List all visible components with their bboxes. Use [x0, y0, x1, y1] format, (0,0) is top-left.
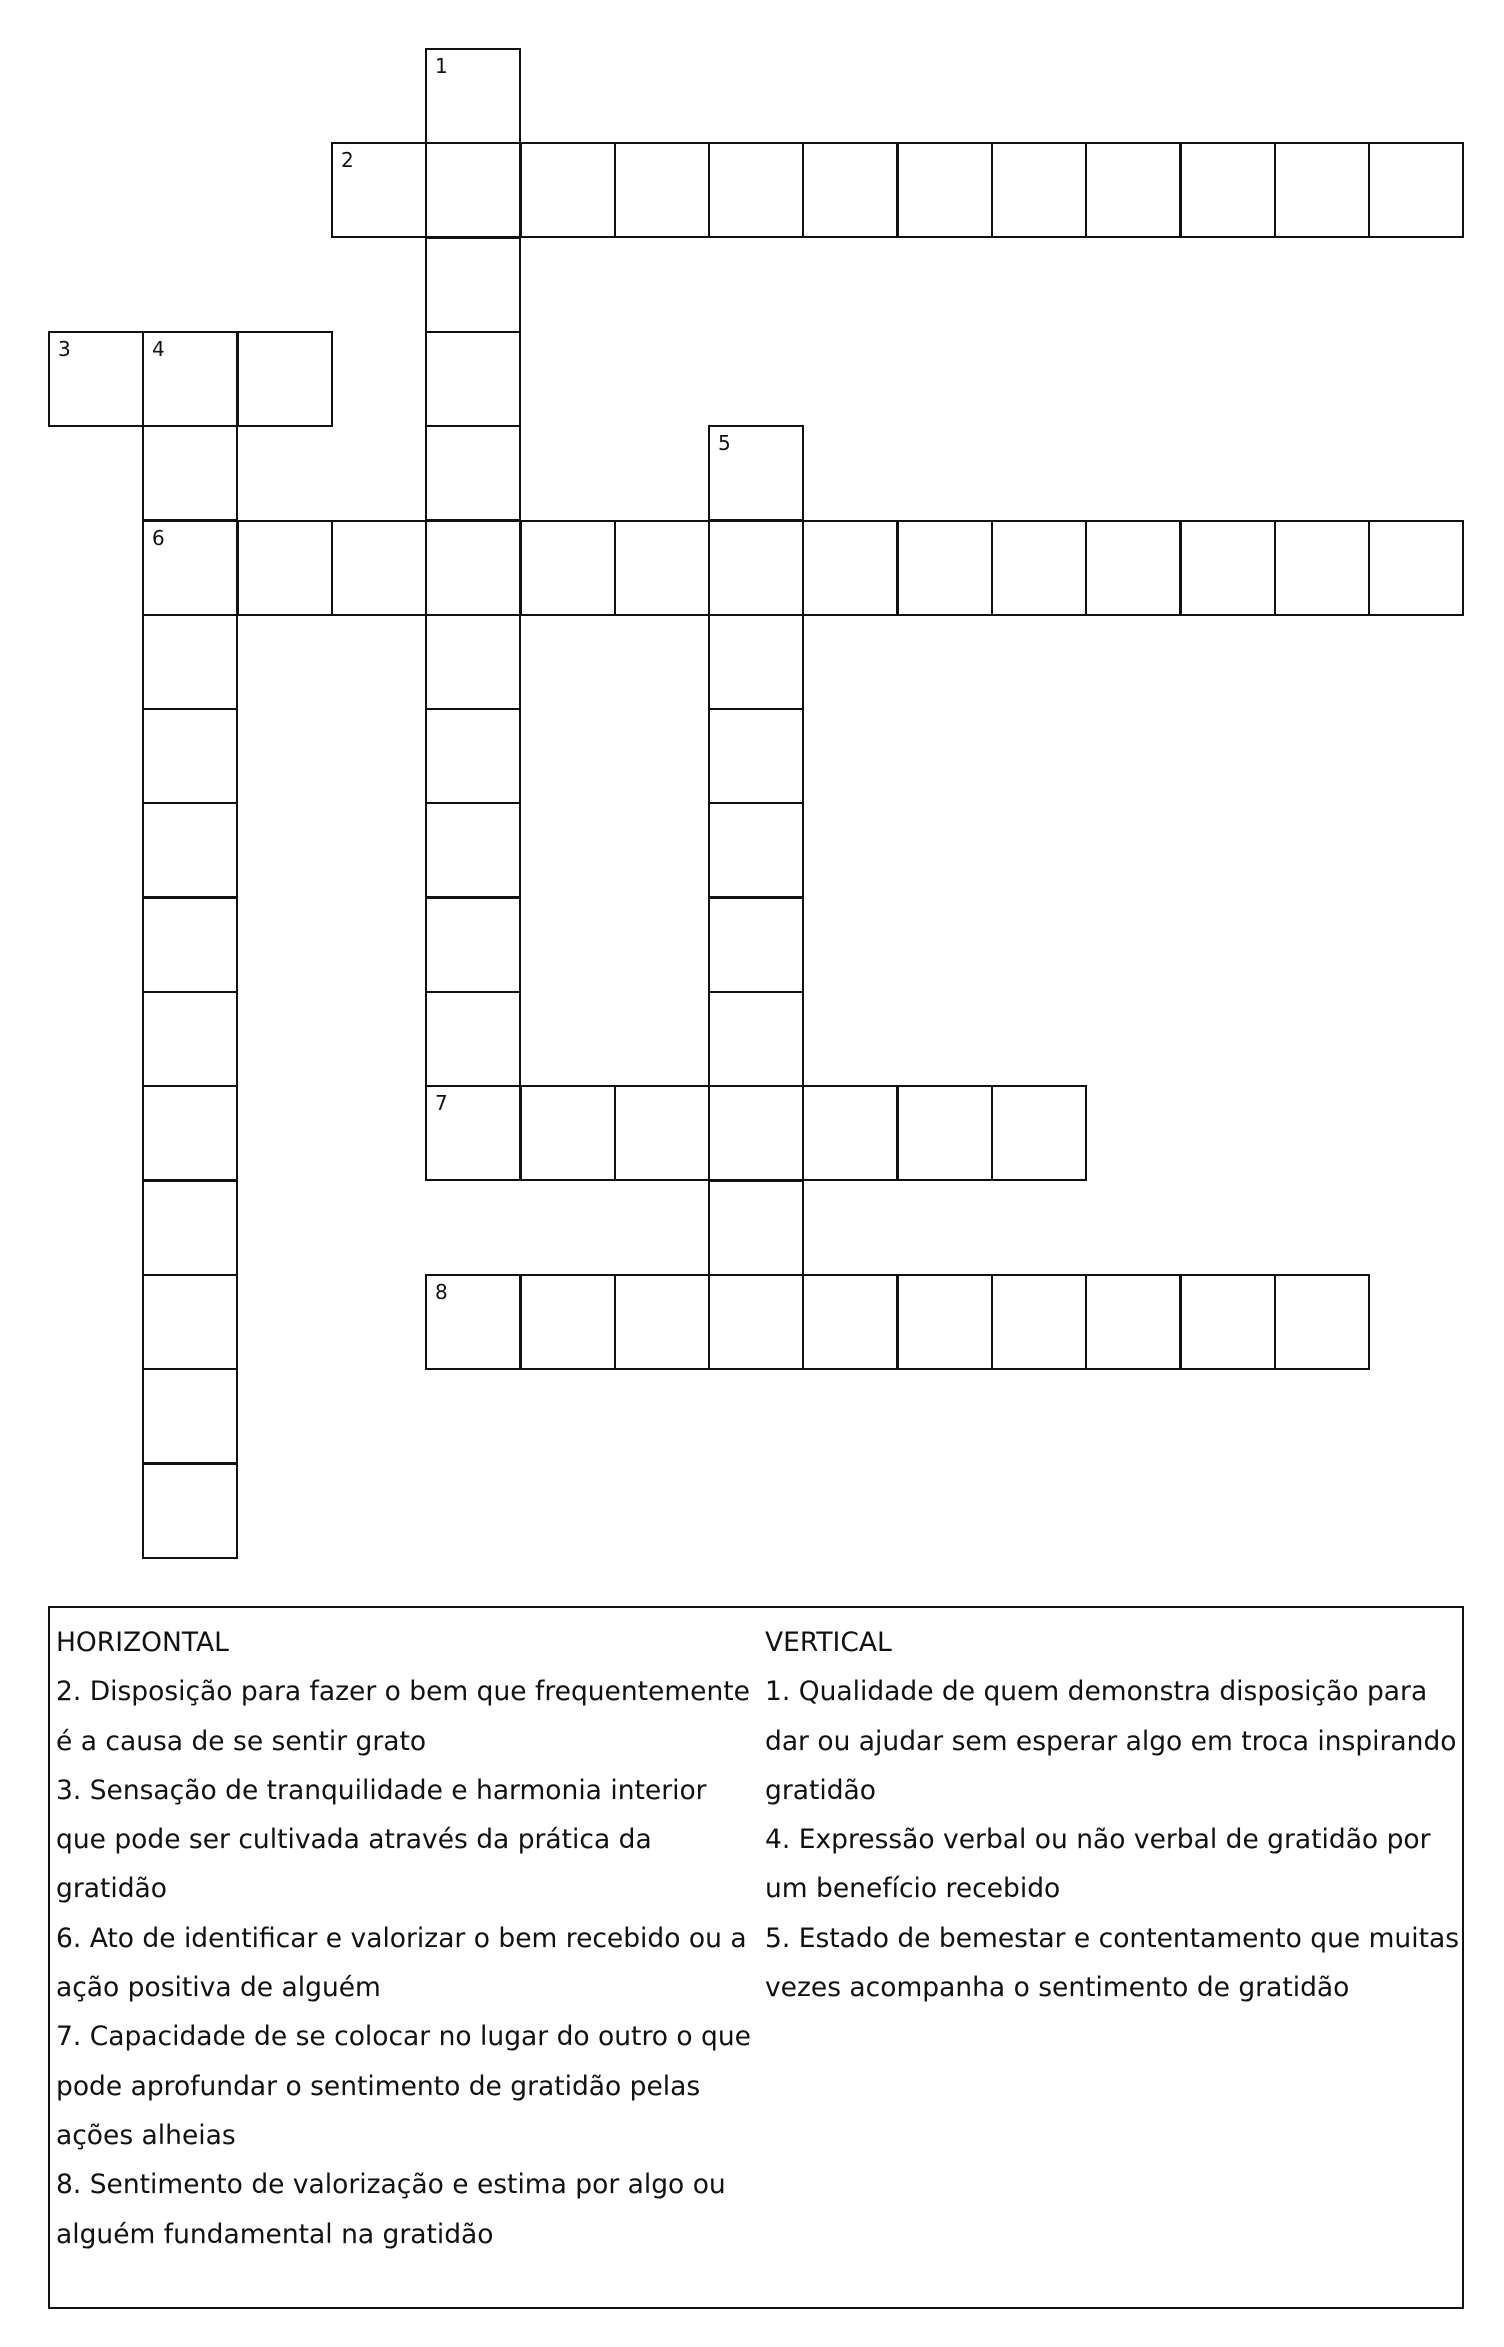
grid-cell[interactable]	[1085, 142, 1181, 238]
grid-cell[interactable]	[425, 331, 521, 427]
clue-number: 8	[435, 1280, 448, 1304]
grid-cell[interactable]	[425, 48, 521, 144]
clue-number: 7	[435, 1091, 448, 1115]
grid-cell[interactable]	[1274, 520, 1370, 616]
grid-cell[interactable]	[142, 991, 238, 1087]
grid-cell[interactable]	[425, 897, 521, 993]
grid-cell[interactable]	[425, 802, 521, 898]
grid-cell[interactable]	[142, 1085, 238, 1181]
grid-cell[interactable]	[237, 520, 333, 616]
clue-vertical-5: 5. Estado de bemestar e contentamento que muitas vezes acompanha o sentimento de gratidão	[765, 1922, 1460, 2004]
grid-cell[interactable]	[425, 425, 521, 521]
grid-cell[interactable]	[142, 331, 238, 427]
grid-cell[interactable]	[142, 520, 238, 616]
clue-number: 6	[152, 526, 165, 550]
grid-cell[interactable]	[991, 520, 1087, 616]
grid-cell[interactable]	[1368, 520, 1464, 616]
grid-cell[interactable]	[520, 142, 616, 238]
grid-cell[interactable]	[425, 237, 521, 333]
vertical-heading: VERTICAL	[765, 1627, 892, 1658]
grid-cell[interactable]	[142, 802, 238, 898]
clues-panel	[48, 1606, 1464, 2309]
grid-cell[interactable]	[425, 1085, 521, 1181]
grid-cell[interactable]	[708, 1085, 804, 1181]
grid-cell[interactable]	[425, 520, 521, 616]
grid-cell[interactable]	[48, 331, 144, 427]
grid-cell[interactable]	[897, 1085, 993, 1181]
grid-cell[interactable]	[897, 142, 993, 238]
grid-cell[interactable]	[142, 425, 238, 521]
clue-number: 1	[435, 54, 448, 78]
grid-cell[interactable]	[1085, 1274, 1181, 1370]
grid-cell[interactable]	[142, 1180, 238, 1276]
vertical-clues	[765, 1618, 1465, 2012]
clue-number: 4	[152, 337, 165, 361]
grid-cell[interactable]	[802, 1274, 898, 1370]
grid-cell[interactable]	[708, 991, 804, 1087]
grid-cell[interactable]	[425, 991, 521, 1087]
grid-cell[interactable]	[991, 142, 1087, 238]
grid-cell[interactable]	[1274, 142, 1370, 238]
grid-cell[interactable]	[614, 520, 710, 616]
grid-cell[interactable]	[991, 1085, 1087, 1181]
grid-cell[interactable]	[708, 1274, 804, 1370]
grid-cell[interactable]	[425, 614, 521, 710]
horizontal-heading: HORIZONTAL	[56, 1627, 229, 1658]
grid-cell[interactable]	[897, 1274, 993, 1370]
grid-cell[interactable]	[1085, 520, 1181, 616]
clue-number: 2	[341, 148, 354, 172]
grid-cell[interactable]	[142, 897, 238, 993]
grid-cell[interactable]	[991, 1274, 1087, 1370]
grid-cell[interactable]	[142, 1274, 238, 1370]
grid-cell[interactable]	[237, 331, 333, 427]
grid-cell[interactable]	[1180, 142, 1276, 238]
grid-cell[interactable]	[142, 614, 238, 710]
clue-vertical-4: 4. Expressão verbal ou não verbal de gratidão por um benefício recebido	[765, 1824, 1431, 1905]
clue-number: 5	[718, 431, 731, 455]
grid-cell[interactable]	[331, 520, 427, 616]
clue-horizontal-3: 3. Sensação de tranquilidade e harmonia interior que pode ser cultivada através da prática da gratidão	[56, 1774, 707, 1905]
grid-cell[interactable]	[142, 1463, 238, 1559]
grid-cell[interactable]	[331, 142, 427, 238]
grid-cell[interactable]	[708, 614, 804, 710]
grid-cell[interactable]	[1274, 1274, 1370, 1370]
grid-cell[interactable]	[425, 1274, 521, 1370]
grid-cell[interactable]	[614, 142, 710, 238]
grid-cell[interactable]	[708, 802, 804, 898]
grid-cell[interactable]	[1180, 520, 1276, 616]
grid-cell[interactable]	[708, 1180, 804, 1276]
grid-cell[interactable]	[708, 520, 804, 616]
clue-horizontal-7: 7. Capacidade de se colocar no lugar do outro o que pode aprofundar o sentimento de gratidão pelas ações alheias	[56, 2021, 751, 2151]
grid-cell[interactable]	[142, 708, 238, 804]
grid-cell[interactable]	[614, 1085, 710, 1181]
grid-cell[interactable]	[425, 708, 521, 804]
grid-cell[interactable]	[802, 142, 898, 238]
grid-cell[interactable]	[1368, 142, 1464, 238]
clue-horizontal-2: 2. Disposição para fazer o bem que frequentemente é a causa de se sentir grato	[56, 1676, 750, 1757]
clue-number: 3	[58, 337, 71, 361]
grid-cell[interactable]	[708, 425, 804, 521]
horizontal-clues	[56, 1618, 756, 2259]
grid-cell[interactable]	[802, 520, 898, 616]
grid-cell[interactable]	[708, 897, 804, 993]
clue-horizontal-8: 8. Sentimento de valorização e estima por algo ou alguém fundamental na gratidão	[56, 2169, 726, 2250]
grid-cell[interactable]	[520, 1274, 616, 1370]
grid-cell[interactable]	[425, 142, 521, 238]
grid-cell[interactable]	[897, 520, 993, 616]
grid-cell[interactable]	[708, 708, 804, 804]
clue-vertical-1: 1. Qualidade de quem demonstra disposição para dar ou ajudar sem esperar algo em troca inspirando gratidão	[765, 1676, 1457, 1806]
grid-cell[interactable]	[1180, 1274, 1276, 1370]
grid-cell[interactable]	[520, 1085, 616, 1181]
grid-cell[interactable]	[520, 520, 616, 616]
grid-cell[interactable]	[142, 1368, 238, 1464]
grid-cell[interactable]	[614, 1274, 710, 1370]
grid-cell[interactable]	[708, 142, 804, 238]
clue-horizontal-6: 6. Ato de identificar e valorizar o bem recebido ou a ação positiva de alguém	[56, 1922, 747, 2004]
grid-cell[interactable]	[802, 1085, 898, 1181]
